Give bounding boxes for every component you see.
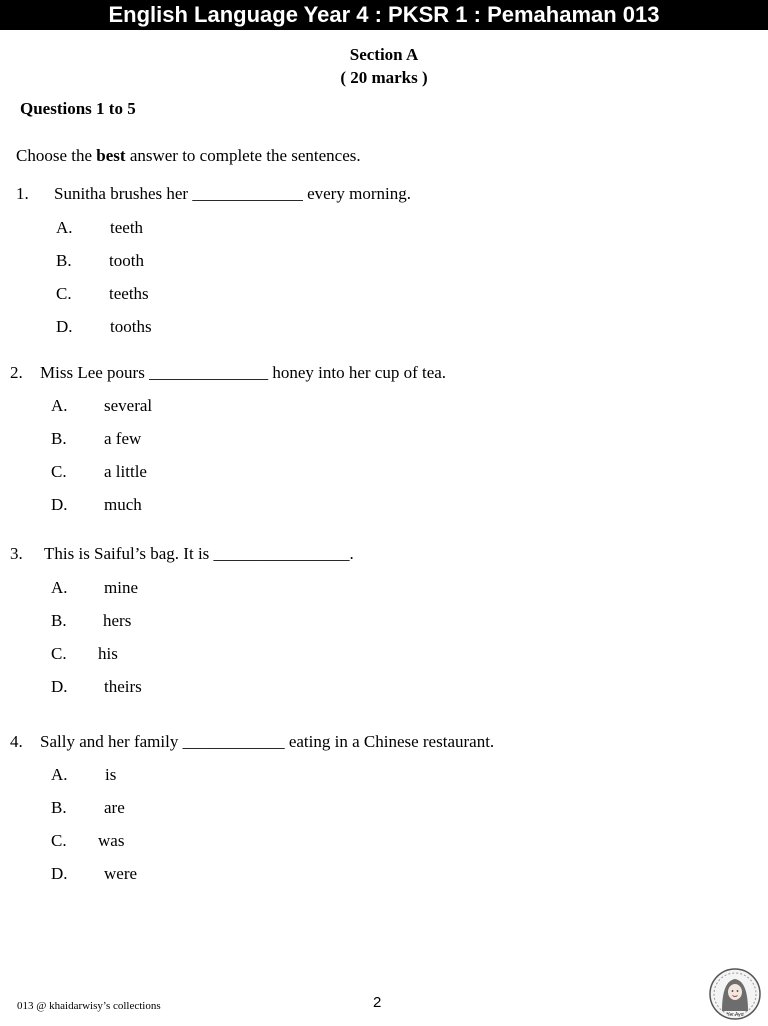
question-number: 4. [10,732,23,751]
question-text: This is Saiful’s bag. It is ________________. [44,544,354,563]
option-text: teeth [110,218,144,237]
option-letter: D. [51,495,68,514]
instruction-text-before: Choose the [16,146,97,165]
page-header-title: English Language Year 4 : PKSR 1 : Pemahaman 013 [0,0,768,30]
author-logo-icon [708,967,762,1021]
option-text: is [105,765,117,784]
option-letter: D. [51,677,68,696]
option-text: much [104,495,142,514]
option-letter: C. [51,831,67,850]
instruction-text-after: answer to complete the sentences. [125,146,361,165]
option-text: are [104,798,125,817]
option-text: a little [104,462,147,481]
option-text: tooth [109,251,144,270]
option-letter: A. [51,396,68,415]
logo-graphic [708,967,762,1021]
question-text: Miss Lee pours ______________ honey into her cup of tea. [40,363,447,382]
option-text: hers [103,611,132,630]
footer-credit: 013 @ khaidarwisy’s collections [17,1000,161,1012]
section-title: Section A [349,45,419,64]
option-text: his [98,644,118,663]
question-number: 2. [10,363,23,382]
option-letter: B. [51,798,67,817]
question-text: Sunitha brushes her _____________ every morning. [54,184,411,203]
option-letter: B. [51,611,67,630]
page-number: 2 [373,994,382,1011]
option-text: was [98,831,125,850]
option-letter: A. [51,765,68,784]
questions-heading: Questions 1 to 5 [20,99,136,118]
option-text: theirs [104,677,142,696]
instruction [16,146,361,166]
option-text: teeths [109,284,149,303]
question-number: 1. [16,184,29,203]
logo-text: Yer Ayu [726,1012,744,1018]
option-letter: C. [51,644,67,663]
option-letter: D. [51,864,68,883]
option-letter: B. [51,429,67,448]
option-letter: C. [56,284,72,303]
question-text: Sally and her family ____________ eating in a Chinese restaurant. [40,732,495,751]
option-letter: A. [51,578,68,597]
option-text: tooths [110,317,152,336]
option-letter: D. [56,317,73,336]
option-letter: B. [56,251,72,270]
option-text: mine [104,578,138,597]
instruction-emphasis: best [96,146,126,165]
option-text: a few [104,429,142,448]
option-letter: A. [56,218,73,237]
option-letter: C. [51,462,67,481]
option-text: were [104,864,138,883]
section-marks: ( 20 marks ) [340,68,428,87]
question-number: 3. [10,544,23,563]
option-text: several [104,396,153,415]
